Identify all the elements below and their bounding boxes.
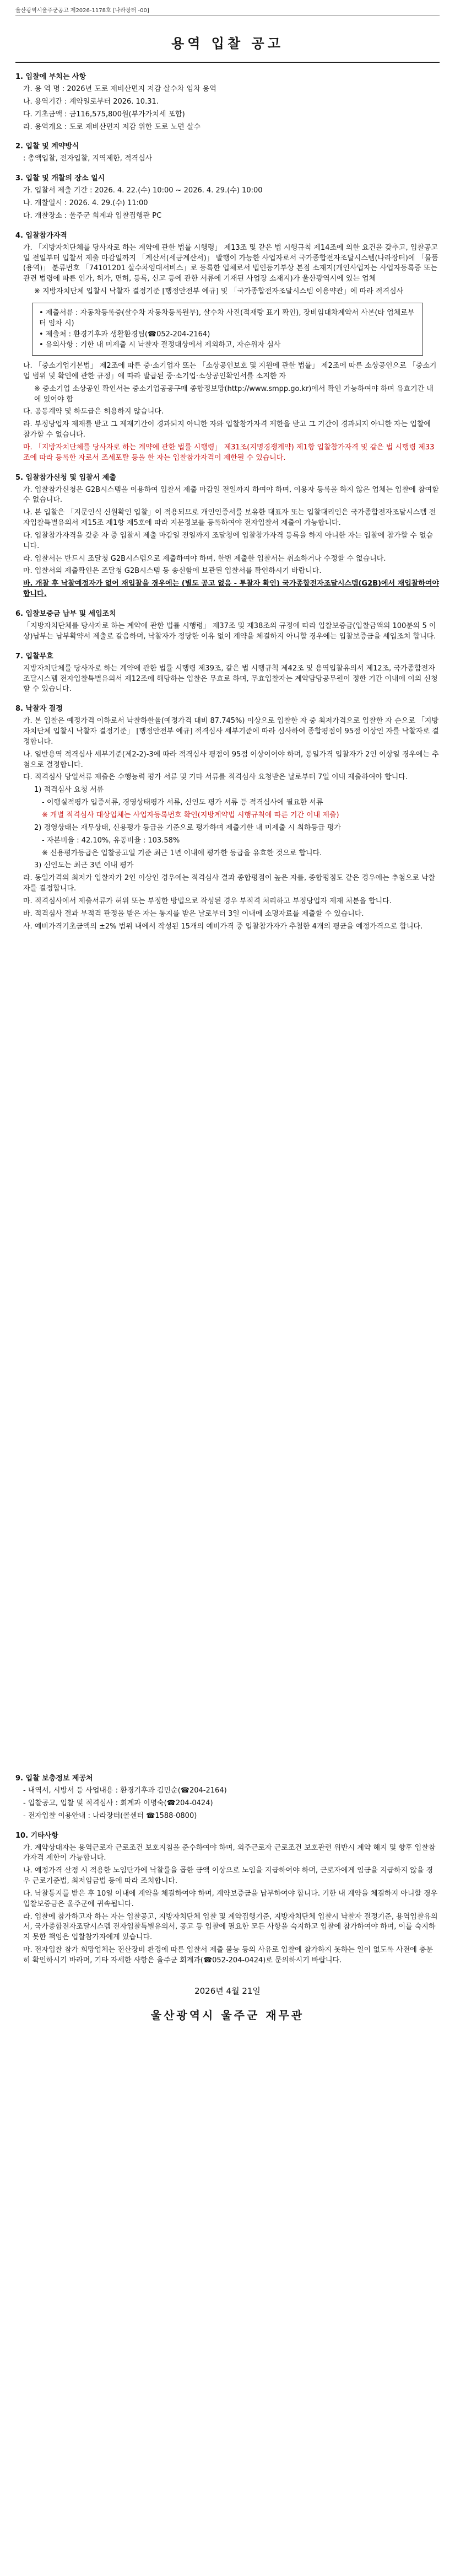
bid-period: 가. 입찰서 제출 기간 : 2026. 4. 22.(수) 10:00 ~ 2026. 4. 29.(수) 10:00 — [23, 186, 263, 195]
award-ra: 라. 동일가격의 최저가 입찰자가 2인 이상인 경우에는 적격심사 결과 종합평점이 높은 자를, 종합평점도 같은 경우에는 추첨으로 낙찰자를 결정합니다. — [23, 874, 436, 893]
bid-ra: 라. 입찰서는 반드시 조달청 G2B시스템으로 제출하여야 하며, 한번 제출한 입찰서는 취소하거나 수정할 수 없습니다. — [23, 554, 386, 563]
etc-ga: 가. 계약상대자는 용역근로자 근로조건 보호지침을 준수하여야 하며, 외주근로자 근로조건 보호관련 위반시 계약 해지 및 향후 입찰참가자격 제한이 가능합니다. — [23, 1843, 436, 1863]
info-contact-3: - 전자입찰 이용안내 : 나라장터(콜센터 ☎1588-0800) — [23, 1811, 197, 1820]
box-line: • 제출처 : 환경기후과 생활환경팀(☎052-204-2164) — [39, 330, 210, 339]
bid-bond: 「지방자치단체를 당사자로 하는 계약에 관한 법률 시행령」 제37조 및 제38조의 규정에 따라 입찰보증금(입찰금액의 100분의 5 이상)납부는 납부확약서 제출로 갈음하며, 낙찰자가 정당한 이유 없이 계약을 체결하지 아니할 경우에는 입찰보증금을 세입조치 합니다. — [23, 622, 436, 641]
award-da3: 3) 신인도는 최근 3년 이내 평가 — [34, 861, 134, 870]
etc-da: 다. 낙찰통지를 받은 후 10일 이내에 계약을 체결하여야 하며, 계약보증금을 납부하여야 합니다. 기한 내 계약을 체결하지 아니할 경우 입찰보증금은 울주군에 귀속됩니다. — [23, 1889, 438, 1908]
award-na: 나. 일반용역 적격심사 세부기준(제2-2)-3에 따라 적격심사 평점이 95점 이상이어야 하며, 동일가격 입찰자가 2인 이상일 경우에는 추첨으로 결정합니다. — [23, 750, 439, 769]
info-contact-2: - 입찰공고, 입찰 및 적격심사 : 회계과 이명숙(☎204-0424) — [23, 1799, 213, 1807]
service-period: 나. 용역기간 : 계약일로부터 2026. 10.31. — [23, 97, 159, 106]
issuing-agency: 울산광역시 울주군 재무관 — [150, 2008, 305, 2022]
qual-da: 다. 공동계약 및 하도급은 허용하지 않습니다. — [23, 407, 164, 416]
qual-ga: 가. 「지방자치단체를 당사자로 하는 계약에 관한 법률 시행령」 제13조 및 같은 법 시행규칙 제14조에 의한 요건을 갖추고, 입찰공고일 전일부터 입찰서 제출 마감일까지 「계산서(세금계산서)」 발행이 가능한 사업자로서 국가종합전자조달시스템(나라장터)에 「물품(용역)」 분류번호 「74101201 살수차임대서비스」로 등록한 업체로서 법인등기부상 본점 소재지(개인사업자는 사업자등록증 또는 관련 법령에 따른 인가, 허가, 면허, 등록, 신고 등에 관한 서류에 기재된 사업장 소재지)가 울산광역시에 있는 업체 — [23, 243, 438, 283]
opening-place: 다. 개찰장소 : 울주군 회계과 입찰집행관 PC — [23, 211, 162, 220]
qual-ra: 라. 부정당업자 제재를 받고 그 제재기간이 경과되지 아니한 자와 입찰참가자격 제한을 받고 그 기간이 경과되지 아니한 자는 입찰에 참가할 수 없습니다. — [23, 420, 431, 439]
service-name: 가. 용 역 명 : 2026년 도로 재비산먼지 저감 살수차 임차 용역 — [23, 85, 216, 93]
etc-na: 나. 예정가격 산정 시 적용한 노임단가에 낙찰률을 곱한 금액 이상으로 노임을 지급하여야 하며, 근로자에게 임금을 지급하지 않을 경우 근로기준법, 최저임금법 등에 따라 조치합니다. — [23, 1866, 434, 1886]
bid-da: 다. 입찰참가자격을 갖춘 자 중 입찰서 제출 마감일 전일까지 조달청에 입찰참가자격 등록을 하지 아니한 자는 입찰에 참가할 수 없습니다. — [23, 531, 434, 550]
etc-ma: 마. 전자입찰 참가 희망업체는 전산장비 환경에 따른 입찰서 제출 불능 등의 사유로 입찰에 참가하지 못하는 일이 없도록 사전에 충분히 확인하시기 바라며, 기타 자세한 사항은 울주군 회계과(☎052-204-0424)로 문의하시기 바랍니다. — [23, 1946, 434, 1965]
document-submission-box — [32, 303, 423, 356]
opening-datetime: 나. 개찰일시 : 2026. 4. 29.(수) 11:00 — [23, 199, 148, 208]
announcement-date: 2026년 4월 21일 — [194, 1985, 261, 1996]
award-da1a: - 이행실적평가 입증서류, 경영상태평가 서류, 신인도 평가 서류 등 적격심사에 필요한 서류 — [42, 798, 323, 807]
section-3-heading: 3. 입찰 및 개찰의 장소 일시 — [15, 174, 105, 183]
bid-ba: 바. 개찰 후 낙찰예정자가 없어 재입찰을 경우에는 (별도 공고 없음 - 투찰자 확인) 국가종합전자조달시스템(G2B)에서 재입찰하여야 합니다. — [23, 579, 439, 599]
section-5-heading: 5. 입찰참가신청 및 입찰서 제출 — [15, 473, 116, 482]
award-da2: 2) 경영상태는 재무상태, 신용평가 등급을 기준으로 평가하며 제출기한 내 미제출 시 최하등급 평가 — [34, 823, 341, 832]
award-da: 다. 적격심사 당일서류 제출은 수행능력 평가 서류 및 기타 서류를 적격심사 요청받은 날로부터 7일 이내 제출하여야 합니다. — [23, 773, 408, 782]
bid-ga: 가. 입찰참가신청은 G2B시스템을 이용하여 입찰서 제출 마감일 전일까지 하여야 하며, 이용자 등록을 하지 않은 업체는 입찰에 참여할 수 없습니다. — [23, 485, 439, 505]
award-da2b: ※ 신용평가등급은 입찰공고일 기준 최근 1년 이내에 평가한 등급을 유효한 것으로 합니다. — [42, 849, 322, 857]
section-1-heading: 1. 입찰에 부치는 사항 — [15, 73, 86, 81]
section-7-heading: 7. 입찰무효 — [15, 652, 53, 661]
base-amount: 다. 기초금액 : 금116,575,800원(부가가치세 포함) — [23, 110, 185, 119]
section-9-heading: 9. 입찰 보충정보 제공처 — [15, 1774, 93, 1783]
section-8-heading: 8. 낙찰자 결정 — [15, 705, 63, 713]
section-10-heading: 10. 기타사항 — [15, 1831, 58, 1840]
box-line: • 제출서류 : 자동차등록증(살수차 자동차등록원부), 살수차 사진(적재량 표기 확인), 장비임대차계약서 사본(타 업체로부터 임차 시) — [39, 308, 415, 328]
award-ba: 바. 적격심사 결과 부적격 판정을 받은 자는 통지를 받은 날로부터 3일 이내에 소명자료를 제출할 수 있습니다. — [23, 909, 364, 918]
box-line: • 유의사항 : 기한 내 미제출 시 낙찰자 결정대상에서 제외하고, 자순위자 심사 — [39, 341, 281, 350]
page-1 — [15, 4, 440, 1681]
etc-ra: 라. 입찰에 참가하고자 하는 자는 입찰공고, 지방자치단체 입찰 및 계약집행기준, 지방자치단체 입찰시 낙찰자 결정기준, 용역입찰유의서, 국가종합전자조달시스템 전자입찰특별유의서, 공고 등 입찰에 필요한 모든 사항을 숙지하고 입찰에 참가하여야 하며, 이를 숙지하지 못한 책임은 입찰참가자에게 있습니다. — [23, 1912, 438, 1942]
page-2 — [15, 1698, 440, 2569]
page-title: 용역 입찰 공고 — [171, 36, 284, 51]
award-da2a: - 자본비율 : 42.10%, 유동비율 : 103.58% — [42, 836, 180, 845]
section-4-heading: 4. 입찰참가자격 — [15, 231, 67, 240]
bid-na: 나. 본 입찰은 「지문인식 신원확인 입찰」이 적용되므로 개인인증서를 보유한 대표자 또는 입찰대리인은 국가종합전자조달시스템 전자입찰특별유의서 제15조 제1항 제5호에 따라 지문정보를 등록하여야 전자입찰서 제출이 가능합니다. — [23, 508, 436, 528]
award-da1: 1) 적격심사 요청 서류 — [34, 786, 104, 795]
service-summary: 라. 용역개요 : 도로 재비산먼지 저감 위한 도로 노면 살수 — [23, 122, 201, 131]
qual-na-note: ※ 중소기업 소상공인 확인서는 중소기업공공구매 종합정보망(http://www.smpp.go.kr)에서 확인 가능하여야 하며 유효기간 내에 있어야 함 — [34, 384, 434, 404]
section-6-heading: 6. 입찰보증금 납부 및 세입조치 — [15, 610, 116, 618]
bid-ma: 마. 입찰서의 제출확인은 조달청 G2B시스템 등 송신함에 보관된 입찰서를 확인하시기 바랍니다. — [23, 567, 322, 576]
award-sa: 사. 예비가격기초금액의 ±2% 범위 내에서 작성된 15개의 예비가격 중 입찰참가자가 추첨한 4개의 평균을 예정가격으로 합니다. — [23, 922, 423, 931]
doc-header: 울산광역시울주군공고 제2026-1178호 [나라장터 -00] — [15, 4, 440, 16]
qual-na: 나. 「중소기업기본법」 제2조에 따른 중·소기업자 또는 「소상공인보호 및 지원에 관한 법률」 제2조에 따른 소상공인으로 「중소기업 범위 및 확인에 관한 규정」에 따라 발급된 중·소기업·소상공인확인서를 소지한 자 — [23, 361, 437, 380]
award-ga: 가. 본 입찰은 예정가격 이하로서 낙찰하한율(예정가격 대비 87.745%) 이상으로 입찰한 자 중 최저가격으로 입찰한 자 순으로 「지방자치단체 입찰시 낙찰자 결정기준」 [행정안전부 예규] 적격심사 세부기준에 따라 심사하여 종합평점이 95점 이상인 자를 낙찰자로 결정합니다. — [23, 717, 439, 746]
section-2-heading: 2. 입찰 및 계약방식 — [15, 142, 79, 151]
contract-method: : 총액입찰, 전자입찰, 지역제한, 적격심사 — [23, 154, 153, 163]
qual-ma: 마. 「지방자치단체를 당사자로 하는 계약에 관한 법률 시행령」 제31조(지명경쟁계약) 제1항 입찰참가자격 및 같은 법 시행령 제33조에 따라 등록한 자로서 조세포탈 등을 한 자는 입찰참가자격이 제한될 수 있습니다. — [23, 443, 435, 462]
award-ma: 마. 적격심사에서 제출서류가 허위 또는 부정한 방법으로 작성된 경우 부적격 처리하고 부정당업자 제재 처분을 합니다. — [23, 897, 392, 905]
page-spacer — [15, 1698, 440, 1764]
award-da1b: ※ 개별 적격심사 대상업체는 사업자등록번호 확인(지방계약법 시행규칙에 따른 기간 이내 제출) — [42, 811, 339, 819]
title-divider — [15, 62, 440, 63]
info-contact-1: - 내역서, 시방서 등 사업내용 : 환경기후과 김민순(☎204-2164) — [23, 1786, 227, 1795]
qual-ga-note: ※ 지방자치단체 입찰시 낙찰자 결정기준 [행정안전부 예규] 및 「국가종합전자조달시스템 이용약관」에 따라 적격심사 — [34, 287, 404, 296]
invalid-bid: 지방자치단체를 당사자로 하는 계약에 관한 법률 시행령 제39조, 같은 법 시행규칙 제42조 및 용역입찰유의서 제12조, 국가종합전자조달시스템 전자입찰특별유의서 제12조에 해당하는 입찰은 무효로 하며, 무효입찰자는 계약담당공무원이 정한 기간 이내에 이의 신청할 수 있습니다. — [23, 664, 438, 694]
